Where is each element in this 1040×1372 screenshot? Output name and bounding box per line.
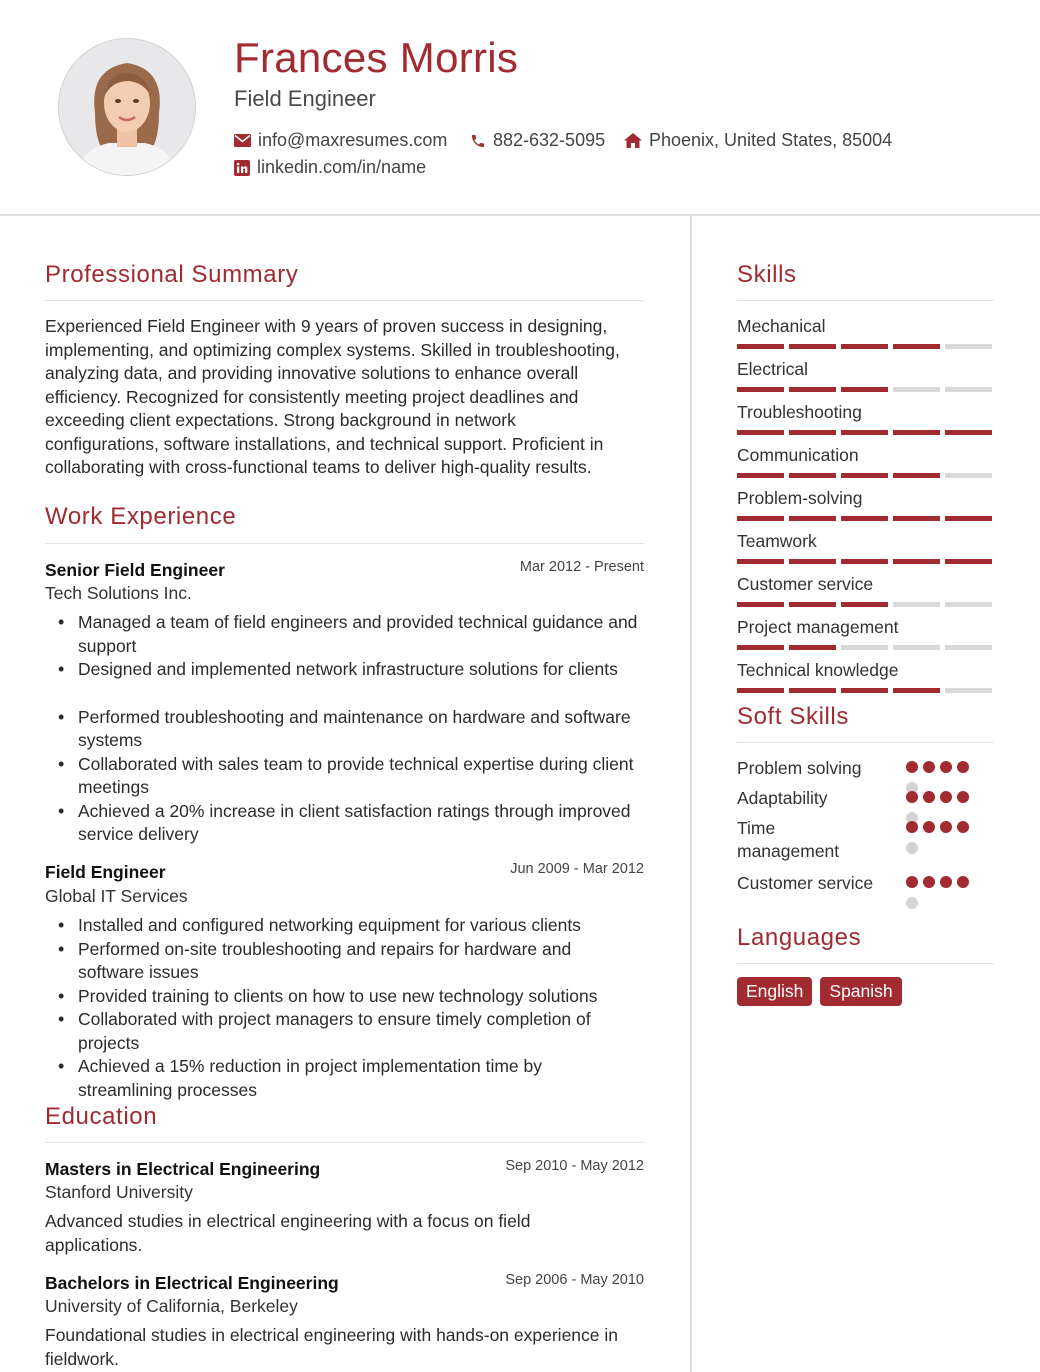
skill-bar-filled [789, 516, 836, 521]
education-heading: Education [45, 1103, 158, 1130]
skill-bar-empty [945, 473, 992, 478]
bullet-item: • Provided training to clients on how to use new technology solutions [46, 985, 636, 1009]
language-tag: Spanish [820, 977, 901, 1006]
job-company: Global IT Services [45, 886, 188, 906]
skill-level-bars [737, 387, 993, 392]
skill-bar-filled [893, 559, 940, 564]
skill-bar-filled [893, 688, 940, 693]
skill-bar-filled [893, 344, 940, 349]
skill-bar-filled [841, 602, 888, 607]
profile-photo [58, 38, 196, 176]
summary-rule [45, 300, 644, 301]
skill-bar-filled [737, 645, 784, 650]
skill-bar-filled [737, 559, 784, 564]
level-dot-filled [906, 821, 918, 833]
skill-bar-filled [737, 516, 784, 521]
skill-level-bars [737, 688, 993, 693]
bullet-item: • Installed and configured networking equipment for various clients [46, 914, 636, 938]
degree-title: Bachelors in Electrical Engineering [45, 1273, 339, 1293]
skill-bar-filled [737, 344, 784, 349]
soft-skills-rule [737, 742, 994, 743]
skill-name: Teamwork [737, 531, 817, 551]
level-dot-filled [923, 761, 935, 773]
bullet-item: • Achieved a 15% reduction in project implementation time by streamlining processes [46, 1055, 636, 1102]
skill-bar-empty [841, 645, 888, 650]
skill-bar-empty [945, 645, 992, 650]
skill-bar-filled [789, 430, 836, 435]
skill-bar-filled [789, 387, 836, 392]
soft-skill-level-dots [906, 876, 978, 909]
degree-title: Masters in Electrical Engineering [45, 1159, 321, 1179]
soft-skill-name: Time management [737, 818, 840, 861]
skill-item [737, 445, 993, 478]
skill-level-bars [737, 645, 993, 650]
skill-bar-filled [789, 688, 836, 693]
skills-heading: Skills [737, 261, 797, 288]
skill-bar-filled [737, 430, 784, 435]
skill-item [737, 574, 993, 607]
skill-bar-filled [737, 688, 784, 693]
skill-bar-filled [789, 559, 836, 564]
skill-bar-empty [893, 387, 940, 392]
skill-bar-filled [841, 559, 888, 564]
skill-item [737, 617, 993, 650]
skill-name: Project management [737, 617, 899, 637]
soft-skill-name: Customer service [737, 873, 874, 893]
skill-bar-filled [893, 430, 940, 435]
skill-level-bars [737, 344, 993, 349]
level-dot-filled [957, 791, 969, 803]
skill-level-bars [737, 473, 993, 478]
skill-name: Electrical [737, 359, 808, 379]
contact-email[interactable] [234, 130, 447, 151]
degree-description: Advanced studies in electrical engineering with a focus on field applications. [45, 1211, 531, 1255]
job-title: Senior Field Engineer [45, 560, 225, 580]
job-title: Field Engineer [45, 862, 166, 882]
location-text: Phoenix, United States, 85004 [649, 130, 893, 150]
bullet-item: • Collaborated with project managers to ensure timely completion of projects [46, 1008, 636, 1055]
level-dot-filled [957, 761, 969, 773]
school-name: University of California, Berkeley [45, 1296, 298, 1316]
level-dot-empty [906, 842, 918, 854]
skill-item [737, 531, 993, 564]
level-dot-filled [923, 791, 935, 803]
skill-item [737, 488, 993, 521]
level-dot-filled [940, 821, 952, 833]
skill-name: Technical knowledge [737, 660, 899, 680]
skill-bar-empty [893, 645, 940, 650]
summary-line: implementing, and optimizing complex systems. Skilled in troubleshooting, [45, 339, 620, 360]
skill-bar-filled [945, 559, 992, 564]
skill-bar-empty [945, 602, 992, 607]
soft-skill-level-dots [906, 791, 978, 824]
skill-item [737, 316, 993, 349]
level-dot-filled [906, 876, 918, 888]
skill-bar-filled [841, 430, 888, 435]
languages-rule [737, 963, 994, 964]
languages-list [737, 977, 902, 1006]
skill-bar-filled [789, 602, 836, 607]
home-icon [624, 133, 642, 148]
skill-item [737, 660, 993, 693]
skill-bar-filled [893, 473, 940, 478]
languages-heading: Languages [737, 924, 862, 951]
degree-date: Sep 2010 - May 2012 [505, 1158, 644, 1174]
linkedin-text: linkedin.com/in/name [257, 157, 427, 177]
skill-bar-filled [841, 516, 888, 521]
skill-bar-filled [841, 344, 888, 349]
skill-bar-empty [945, 387, 992, 392]
contact-linkedin[interactable] [234, 157, 426, 178]
bullet-item: • Performed troubleshooting and maintenance on hardware and software systems [46, 706, 651, 753]
candidate-title: Field Engineer [234, 86, 376, 111]
resume-header [0, 0, 1040, 216]
skill-bar-filled [945, 430, 992, 435]
skill-level-bars [737, 602, 993, 607]
skill-bar-filled [841, 688, 888, 693]
skill-bar-filled [737, 387, 784, 392]
skill-bar-empty [945, 344, 992, 349]
skill-name: Mechanical [737, 316, 826, 336]
skill-level-bars [737, 559, 993, 564]
level-dot-empty [906, 897, 918, 909]
email-text: info@maxresumes.com [258, 130, 448, 150]
language-tag: English [737, 977, 812, 1006]
job-bullets [46, 914, 636, 1102]
skill-bar-filled [945, 516, 992, 521]
skill-bar-empty [893, 602, 940, 607]
skill-name: Customer service [737, 574, 874, 594]
skill-name: Problem-solving [737, 488, 863, 508]
skill-bar-filled [737, 473, 784, 478]
bullet-item: • Managed a team of field engineers and provided technical guidance and support [46, 611, 651, 658]
skill-bar-filled [841, 387, 888, 392]
column-divider [690, 216, 692, 1372]
soft-skill-level-dots [906, 821, 978, 854]
bullet-item: • Performed on-site troubleshooting and repairs for hardware and software issues [46, 938, 636, 985]
job-company: Tech Solutions Inc. [45, 583, 192, 603]
level-dot-filled [906, 791, 918, 803]
envelope-icon [234, 134, 251, 147]
level-dot-filled [957, 876, 969, 888]
bullet-item: • Achieved a 20% increase in client satisfaction ratings through improved service delivery [46, 800, 651, 847]
soft-skills-heading: Soft Skills [737, 703, 849, 730]
summary-line: exceeding client expectations. Strong background in network [45, 410, 516, 430]
skill-bar-empty [945, 688, 992, 693]
soft-skill-level-dots [906, 761, 978, 794]
school-name: Stanford University [45, 1182, 193, 1202]
education-rule [45, 1142, 644, 1143]
work-heading: Work Experience [45, 503, 237, 530]
phone-text: 882-632-5095 [493, 130, 606, 150]
degree-description: Foundational studies in electrical engineering with hands-on experience in fieldwork. [45, 1325, 618, 1369]
contact-phone[interactable] [470, 130, 605, 151]
level-dot-filled [957, 821, 969, 833]
skill-level-bars [737, 430, 993, 435]
contact-location [624, 130, 892, 151]
summary-line: collaborating with cross-functional teams to deliver high-quality results. [45, 457, 592, 477]
level-dot-filled [923, 821, 935, 833]
level-dot-filled [940, 791, 952, 803]
skill-bar-filled [789, 344, 836, 349]
soft-skill-name: Adaptability [737, 788, 828, 808]
level-dot-filled [923, 876, 935, 888]
summary-line: Experienced Field Engineer with 9 years of proven success in designing, [45, 316, 608, 336]
level-dot-filled [940, 876, 952, 888]
skill-bar-filled [789, 645, 836, 650]
phone-icon [470, 133, 486, 149]
linkedin-icon [234, 160, 250, 176]
work-rule [45, 543, 644, 544]
skill-name: Communication [737, 445, 859, 465]
bullet-item: • Collaborated with sales team to provide technical expertise during client meetings [46, 753, 651, 800]
job-date: Jun 2009 - Mar 2012 [510, 861, 644, 877]
skill-bar-filled [893, 516, 940, 521]
degree-date: Sep 2006 - May 2010 [505, 1272, 644, 1288]
summary-heading: Professional Summary [45, 261, 299, 288]
level-dot-filled [906, 761, 918, 773]
bullet-item: • Designed and implemented network infrastructure solutions for clients [46, 658, 651, 682]
skill-level-bars [737, 516, 993, 521]
skill-item [737, 402, 993, 435]
skills-rule [737, 300, 994, 301]
summary-line: efficiency. Recognized for consistently meeting project deadlines and [45, 386, 579, 407]
skill-bar-filled [737, 602, 784, 607]
summary-line: analyzing data, and providing innovative solutions to enhance overall [45, 363, 579, 383]
candidate-name: Frances Morris [234, 34, 519, 81]
skill-bar-filled [841, 473, 888, 478]
skill-name: Troubleshooting [737, 402, 862, 422]
summary-text [45, 315, 655, 480]
skill-bar-filled [789, 473, 836, 478]
summary-line: configurations, software installations, and technical support. Proficient in [45, 433, 604, 454]
level-dot-filled [940, 761, 952, 773]
job-date: Mar 2012 - Present [519, 559, 644, 575]
skill-item [737, 359, 993, 392]
soft-skill-name: Problem solving [737, 758, 862, 778]
job-bullets [46, 611, 651, 847]
